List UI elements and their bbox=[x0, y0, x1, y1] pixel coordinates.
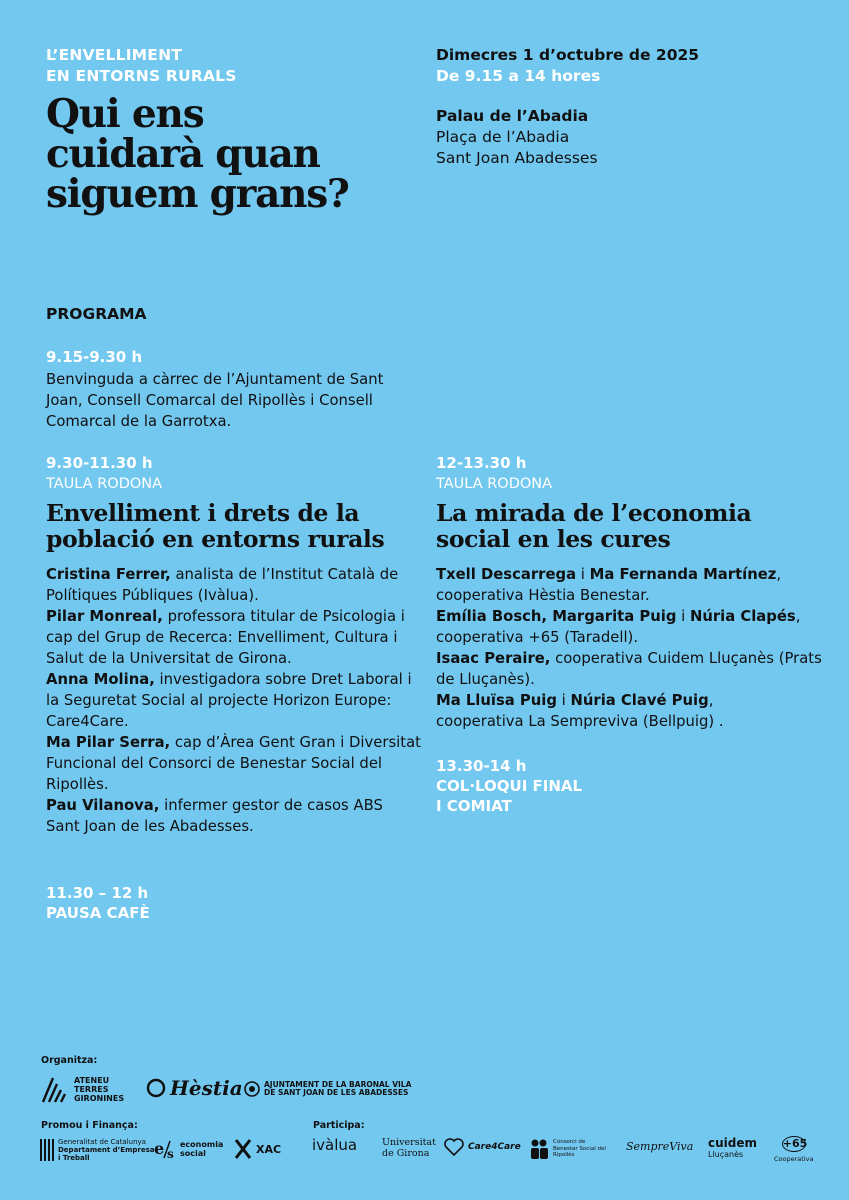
event-date: Dimecres 1 d’octubre de 2025 bbox=[436, 46, 700, 64]
speaker-group bbox=[436, 690, 826, 732]
speaker-name: Ma Lluïsa Puig bbox=[436, 692, 557, 709]
ateneu-icon bbox=[40, 1074, 70, 1104]
welcome-text: Benvinguda a càrrec de l’Ajuntament de Sant Joan, Consell Comarcal del Ripollès i Consell Comarcal de la Garrotxa. bbox=[46, 371, 384, 430]
pause-time: 11.30 – 12 h bbox=[46, 884, 149, 902]
logo-text: Universitat bbox=[382, 1137, 436, 1148]
speaker-name: Anna Molina, bbox=[46, 671, 155, 688]
sempreviva-logo bbox=[626, 1140, 693, 1153]
speaker-name: Núria Clapés bbox=[689, 608, 796, 625]
logo-text: economia bbox=[180, 1140, 224, 1149]
event-info bbox=[436, 45, 699, 169]
pause-block bbox=[46, 883, 150, 923]
participa-label: Participa: bbox=[313, 1120, 365, 1131]
cuidem-logo bbox=[708, 1138, 757, 1160]
hestia-logo bbox=[146, 1076, 243, 1100]
speaker-name: Pau Vilanova, bbox=[46, 797, 160, 814]
speaker-desc: professora titular de Psicologia i cap del Grup de Recerca: Envelliment, Cultura i Salut de la Universitat de Girona. bbox=[46, 608, 405, 667]
care4care-logo bbox=[444, 1138, 521, 1156]
program-label: PROGRAMA bbox=[46, 305, 147, 323]
round2-speakers bbox=[436, 564, 826, 732]
speaker-group bbox=[436, 564, 826, 606]
title-line: Envelliment i drets de la bbox=[46, 499, 360, 527]
svg-text:s: s bbox=[167, 1147, 174, 1160]
logo-text: XAC bbox=[256, 1142, 282, 1156]
speaker bbox=[46, 669, 421, 732]
event-hours: De 9.15 a 14 hores bbox=[436, 67, 601, 85]
title-line: La mirada de l’economia bbox=[436, 499, 752, 527]
senyera-icon bbox=[40, 1139, 54, 1161]
generalitat-logo bbox=[40, 1138, 154, 1162]
speaker-tail: , bbox=[708, 692, 714, 709]
welcome-block bbox=[46, 347, 416, 432]
logo-text: Care4Care bbox=[468, 1142, 521, 1152]
speaker bbox=[46, 732, 421, 795]
speaker-name: Emília Bosch, Margarita Puig bbox=[436, 608, 677, 625]
logo-text: ivàlua bbox=[312, 1136, 358, 1154]
title-line: cuidarà quan bbox=[46, 131, 320, 177]
speaker-sep: i bbox=[676, 608, 690, 625]
speaker-group bbox=[436, 606, 826, 648]
speaker-desc: infermer gestor de casos ABS Sant Joan de les Abadesses. bbox=[46, 797, 383, 835]
title-line: població en entorns rurals bbox=[46, 525, 385, 553]
logo-text: Lluçanès bbox=[708, 1150, 744, 1159]
promou-label: Promou i Finança: bbox=[41, 1120, 138, 1131]
organitza-label: Organitza: bbox=[41, 1055, 98, 1066]
logo-text: Consorci de Benestar Social del Ripollès bbox=[553, 1139, 606, 1159]
ajuntament-logo bbox=[244, 1081, 411, 1097]
speaker-desc: cooperativa Cuidem Lluçanès (Prats de Lluçanès). bbox=[436, 650, 822, 688]
speaker-sep: i bbox=[576, 566, 590, 583]
title-line: social en les cures bbox=[436, 525, 671, 553]
economia-social-icon bbox=[154, 1138, 176, 1160]
logo-text: Departament d’Empresa bbox=[58, 1146, 155, 1154]
xac-logo bbox=[234, 1138, 281, 1160]
closing-time: 13.30-14 h bbox=[436, 757, 527, 775]
speaker-tail: , bbox=[795, 608, 801, 625]
speaker-group bbox=[436, 648, 826, 690]
round-table-1 bbox=[46, 453, 421, 837]
xac-icon bbox=[234, 1138, 252, 1160]
speaker-sep: i bbox=[556, 692, 571, 709]
eyebrow-line: L’ENVELLIMENT bbox=[46, 46, 183, 64]
logo-text: AJUNTAMENT DE LA BARONAL VILA bbox=[264, 1080, 412, 1089]
logo-text: cuidem bbox=[708, 1136, 758, 1150]
svg-text:e: e bbox=[154, 1139, 165, 1158]
logo-text: +65 bbox=[782, 1137, 808, 1150]
speaker bbox=[46, 564, 421, 606]
round1-time: 9.30-11.30 h bbox=[46, 454, 153, 472]
title-line: Qui ens bbox=[46, 91, 204, 137]
closing-line: I COMIAT bbox=[436, 797, 512, 815]
speaker-name: Pilar Monreal, bbox=[46, 608, 163, 625]
speaker bbox=[46, 795, 421, 837]
logo-text: Hèstia bbox=[170, 1076, 243, 1100]
speaker-name: Txell Descarrega bbox=[436, 566, 577, 583]
logo-text: de Girona bbox=[382, 1148, 430, 1159]
speaker-tail: , bbox=[776, 566, 782, 583]
welcome-time: 9.15-9.30 h bbox=[46, 348, 143, 366]
logo-text: Cooperativa bbox=[774, 1155, 814, 1163]
logo-text: GIRONINES bbox=[74, 1093, 125, 1103]
logo-text: ATENEU bbox=[74, 1075, 110, 1085]
speaker-name: Núria Clavé Puig bbox=[570, 692, 709, 709]
pause-label: PAUSA CAFÈ bbox=[46, 904, 150, 922]
eyebrow bbox=[46, 45, 237, 87]
logo-text: i Treball bbox=[58, 1154, 90, 1162]
round2-time: 12-13.30 h bbox=[436, 454, 527, 472]
title-line: siguem grans? bbox=[46, 171, 349, 217]
round2-kind: TAULA RODONA bbox=[436, 476, 553, 492]
speaker-desc: cooperativa Hèstia Benestar. bbox=[436, 587, 650, 604]
economia-social-logo bbox=[154, 1138, 223, 1160]
logo-text: social bbox=[180, 1149, 206, 1158]
speaker bbox=[46, 606, 421, 669]
round2-title bbox=[436, 500, 826, 552]
logo-text: DE SANT JOAN DE LES ABADESSES bbox=[264, 1088, 409, 1097]
logo-text: TERRES bbox=[74, 1084, 109, 1094]
speaker-name: Cristina Ferrer, bbox=[46, 566, 171, 583]
event-city: Sant Joan Abadesses bbox=[436, 149, 598, 167]
round1-kind: TAULA RODONA bbox=[46, 476, 163, 492]
hestia-icon bbox=[146, 1077, 166, 1099]
speaker-name: Ma Fernanda Martínez bbox=[589, 566, 777, 583]
speaker-desc: analista de l’Institut Català de Polítiques Públiques (Ivàlua). bbox=[46, 566, 399, 604]
speaker-desc: cooperativa +65 (Taradell). bbox=[436, 629, 639, 646]
event-address: Plaça de l’Abadia bbox=[436, 128, 570, 146]
plus65-logo bbox=[774, 1136, 813, 1164]
round1-title bbox=[46, 500, 421, 552]
heart-icon bbox=[444, 1138, 464, 1156]
ivalua-logo bbox=[312, 1136, 357, 1154]
speaker-desc: cooperativa La Sempreviva (Bellpuig) . bbox=[436, 713, 724, 730]
udg-logo bbox=[382, 1137, 436, 1159]
logo-text: Generalitat de Catalunya bbox=[58, 1138, 146, 1146]
main-title bbox=[46, 91, 349, 217]
coat-of-arms-icon bbox=[244, 1081, 260, 1097]
speaker-desc: investigadora sobre Dret Laboral i la Seguretat Social al projecte Horizon Europe: Care4Care. bbox=[46, 671, 412, 730]
closing-line: COL·LOQUI FINAL bbox=[436, 777, 583, 795]
eyebrow-line: EN ENTORNS RURALS bbox=[46, 67, 237, 85]
speaker-desc: cap d’Àrea Gent Gran i Diversitat Funcional del Consorci de Benestar Social del Ripollès. bbox=[46, 734, 421, 793]
people-icon bbox=[529, 1138, 549, 1160]
round-table-2 bbox=[436, 453, 826, 732]
speaker-name: Ma Pilar Serra, bbox=[46, 734, 171, 751]
ateneu-logo bbox=[40, 1074, 124, 1104]
round1-speakers bbox=[46, 564, 421, 837]
closing-block bbox=[436, 756, 582, 816]
speaker-name: Isaac Peraire, bbox=[436, 650, 551, 667]
consorci-logo bbox=[529, 1138, 609, 1160]
logo-text: SempreViva bbox=[626, 1140, 694, 1153]
event-venue: Palau de l’Abadia bbox=[436, 107, 589, 125]
